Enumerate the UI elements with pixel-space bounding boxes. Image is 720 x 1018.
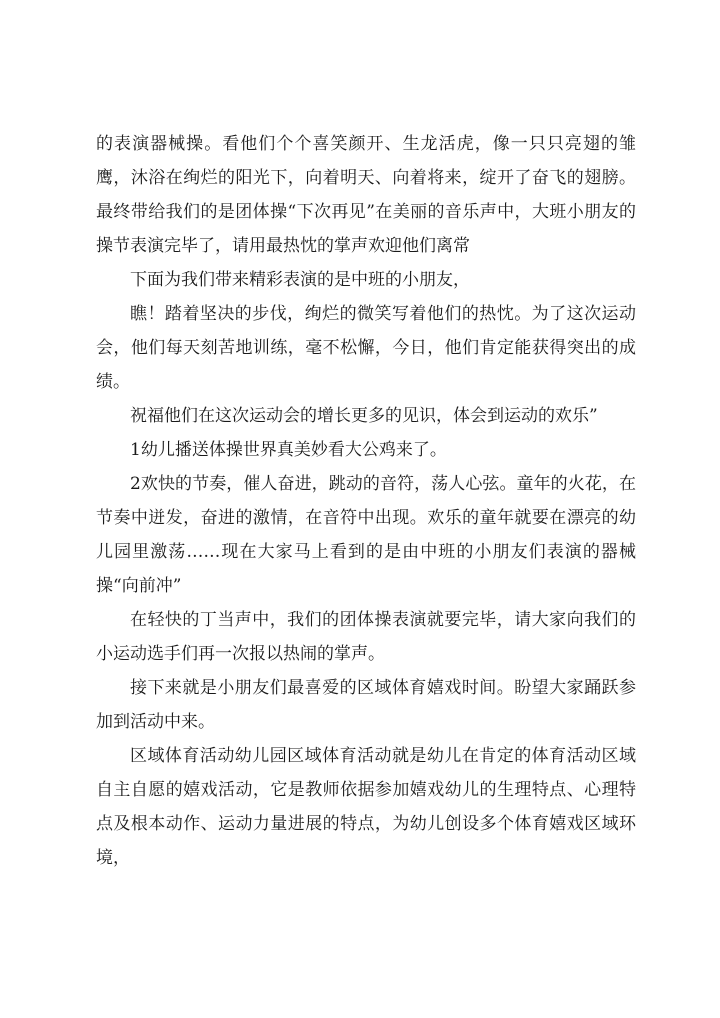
paragraph-7: 在轻快的丁当声中，我们的团体操表演就要完毕，请大家向我们的小运动选手们再一次报以热闹的掌声。	[96, 610, 636, 664]
paragraph-2: 下面为我们带来精彩表演的是中班的小朋友，	[130, 270, 470, 290]
paragraph-4: 祝福他们在这次运动会的增长更多的见识，体会到运动的欢乐”	[130, 406, 598, 426]
paragraph-1: 的表演器械操。看他们个个喜笑颜开、生龙活虎，像一只只亮翅的雏鹰，沐浴在绚烂的阳光下，向着明天、向着将来，绽开了奋飞的翅膀。最终带给我们的是团体操“下次再见”在美丽的音乐声中，大班小朋友的操节表演完毕了，请用最热忱的掌声欢迎他们离常	[96, 134, 636, 256]
paragraph-6: 2欢快的节奏，催人奋进，跳动的音符，荡人心弦。童年的火花，在节奏中迸发，奋进的激情，在音符中出现。欢乐的童年就要在漂亮的幼儿园里激荡……现在大家马上看到的是由中班的小朋友们表演的器械操“向前冲”	[96, 474, 636, 596]
document-page	[96, 127, 636, 875]
paragraph-3: 瞧！踏着坚决的步伐，绚烂的微笑写着他们的热忱。为了这次运动会，他们每天刻苦地训练，毫不松懈，今日，他们肯定能获得突出的成绩。	[96, 304, 636, 392]
paragraph-9: 区域体育活动幼儿园区域体育活动就是幼儿在肯定的体育活动区域自主自愿的嬉戏活动，它是教师依据参加嬉戏幼儿的生理特点、心理特点及根本动作、运动力量进展的特点，为幼儿创设多个体育嬉戏区域环境，	[96, 746, 636, 868]
paragraph-5: 1幼儿播送体操世界真美妙看大公鸡来了。	[130, 440, 447, 460]
paragraph-8: 接下来就是小朋友们最喜爱的区域体育嬉戏时间。盼望大家踊跃参加到活动中来。	[96, 678, 636, 732]
